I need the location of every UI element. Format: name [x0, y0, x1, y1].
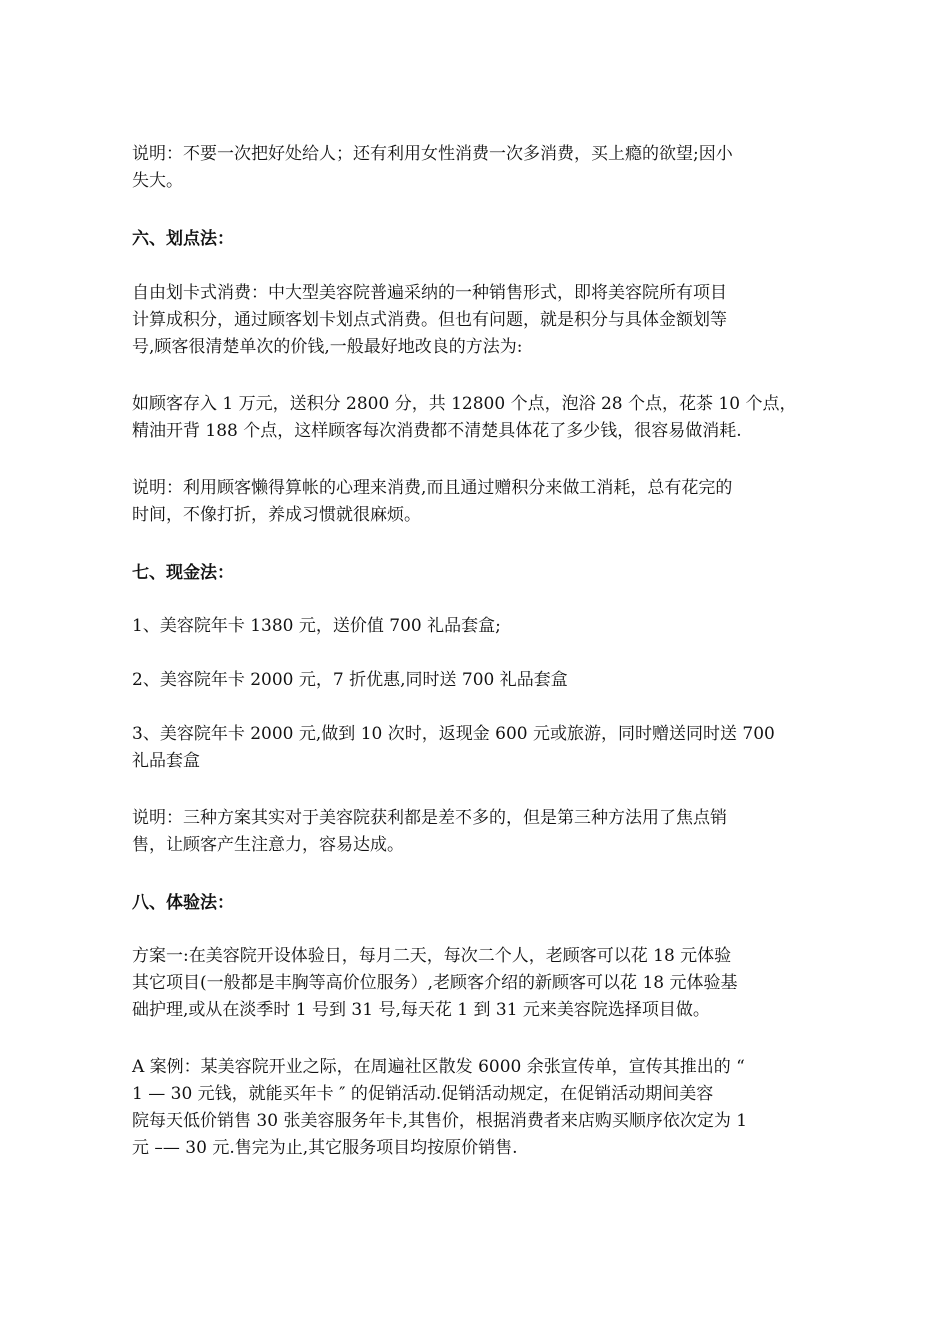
- text-line: 时间，不像打折，养成习惯就很麻烦。: [132, 505, 421, 525]
- paragraph-plan-1: [132, 943, 822, 1024]
- text-line: 精油开背 188 个点，这样顾客每次消费都不清楚具体花了多少钱，很容易做消耗.: [132, 421, 742, 441]
- heading-section-8: 八、体验法：: [132, 893, 234, 913]
- text-line: 院每天低价销售 30 张美容服务年卡,其售价，根据消费者来店购买顺序依次定为 1: [132, 1111, 748, 1131]
- text-line: 其它项目(一般都是丰胸等高价位服务）,老顾客介绍的新顾客可以花 18 元体验基: [132, 973, 738, 993]
- heading-section-7: 七、现金法：: [132, 563, 234, 583]
- text-line: A 案例：某美容院开业之际，在周遍社区散发 6000 余张宣传单，宣传其推出的 “: [132, 1057, 745, 1077]
- text-line: 失大。: [132, 171, 183, 191]
- text-line: 方案一:在美容院开设体验日，每月二天，每次二个人，老顾客可以花 18 元体验: [132, 946, 732, 966]
- text-line: 2、美容院年卡 2000 元，7 折优惠,同时送 700 礼品套盒: [132, 670, 568, 690]
- paragraph-note-1: [132, 141, 822, 195]
- paragraph-example: [132, 391, 822, 445]
- paragraph-note-3: [132, 805, 822, 859]
- text-line: 如顾客存入 1 万元，送积分 2800 分，共 12800 个点，泡浴 28 个点，花茶 10 个点，: [132, 394, 797, 414]
- text-line: 自由划卡式消费：中大型美容院普遍采纳的一种销售形式，即将美容院所有项目: [132, 283, 727, 303]
- text-line: 1 — 30 元钱，就能买年卡 ″ 的促销活动.促销活动规定，在促销活动期间美容: [132, 1084, 714, 1104]
- text-line: 计算成积分，通过顾客划卡划点式消费。但也有问题，就是积分与具体金额划等: [132, 310, 727, 330]
- heading-section-6: 六、划点法：: [132, 229, 234, 249]
- paragraph-case-a: [132, 1054, 822, 1162]
- text-line: 说明：三种方案其实对于美容院获利都是差不多的，但是第三种方法用了焦点销: [132, 808, 727, 828]
- text-line: 号,顾客很清楚单次的价钱,一般最好地改良的方法为:: [132, 337, 523, 357]
- paragraph-option-2: [132, 667, 822, 694]
- text-line: 础护理,或从在淡季时 1 号到 31 号,每天花 1 到 31 元来美容院选择项目做。: [132, 1000, 710, 1020]
- text-line: 售，让顾客产生注意力，容易达成。: [132, 835, 404, 855]
- text-line: 说明：利用顾客懒得算帐的心理来消费,而且通过赠积分来做工消耗，总有花完的: [132, 478, 733, 498]
- text-line: 3、美容院年卡 2000 元,做到 10 次时，返现金 600 元或旅游，同时赠送同时送 700: [132, 724, 775, 744]
- text-line: 1、美容院年卡 1380 元，送价值 700 礼品套盒;: [132, 616, 501, 636]
- text-line: 说明：不要一次把好处给人；还有利用女性消费一次多消费，买上瘾的欲望;因小: [132, 144, 733, 164]
- paragraph-free-card: [132, 280, 822, 361]
- paragraph-option-3: [132, 721, 822, 775]
- text-line: 礼品套盒: [132, 751, 200, 771]
- paragraph-note-2: [132, 475, 822, 529]
- text-line: 元 –— 30 元.售完为止,其它服务项目均按原价销售.: [132, 1138, 518, 1158]
- paragraph-option-1: [132, 613, 822, 640]
